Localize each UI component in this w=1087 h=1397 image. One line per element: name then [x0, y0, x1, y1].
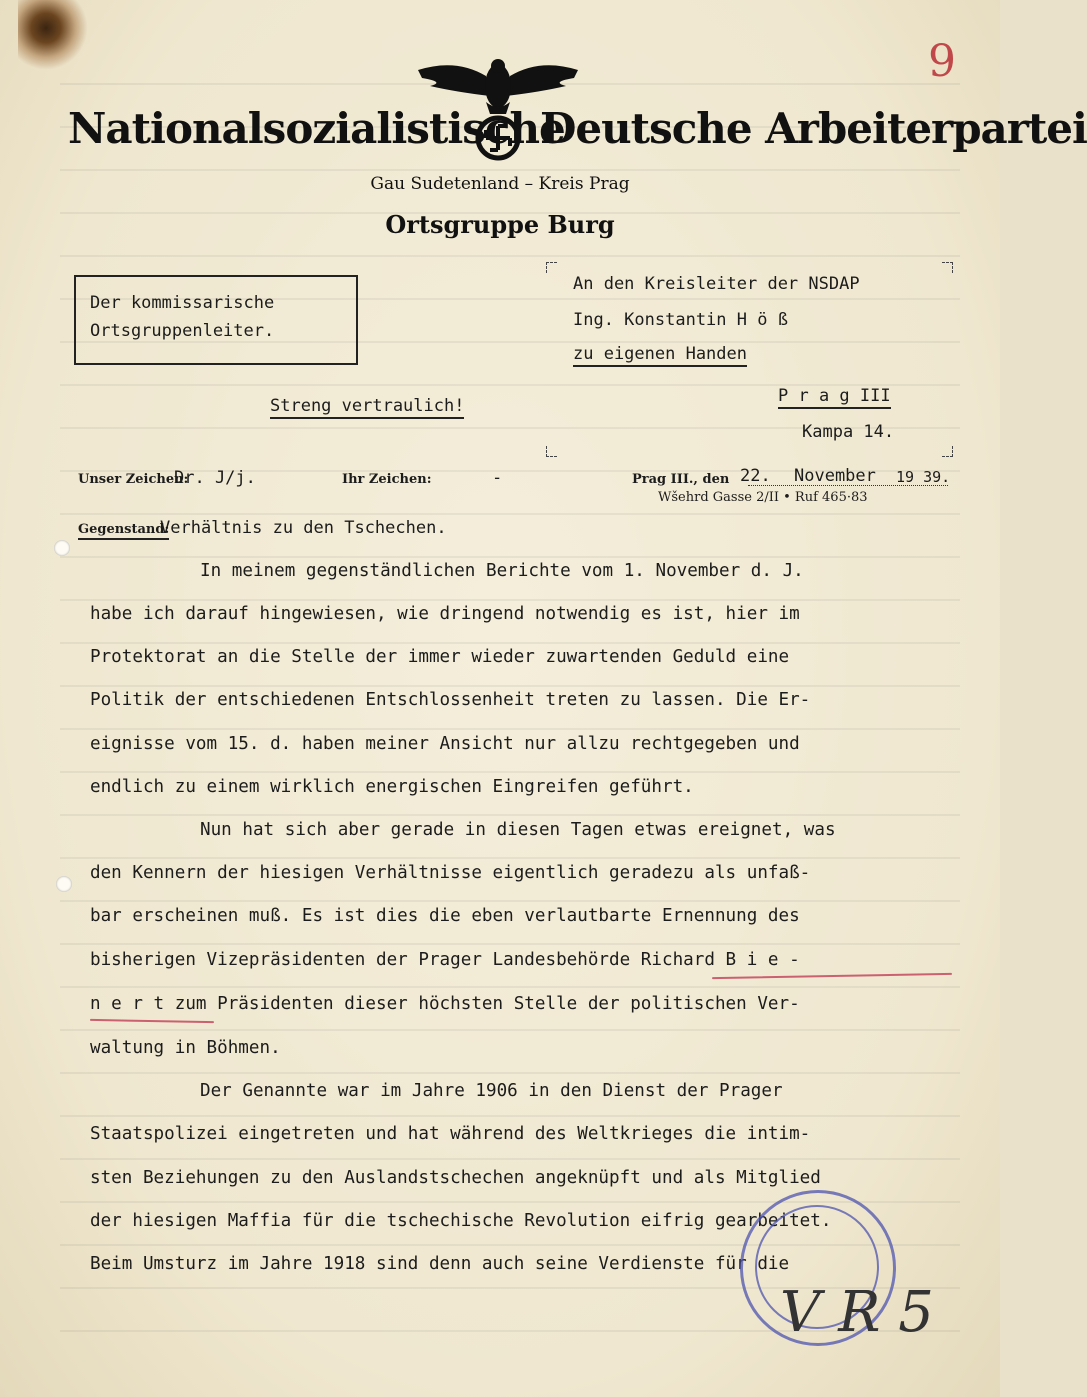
subject-text: Verhältnis zu den Tschechen.: [160, 518, 447, 538]
party-name-right: Deutsche Arbeiterpartei: [540, 104, 1087, 153]
body-line: Der Genannte war im Jahre 1906 in den Dienst der Prager: [200, 1081, 783, 1101]
sender-box: [74, 275, 358, 365]
body-line: n e r t zum Präsidenten dieser höchsten Stelle der politischen Ver-: [90, 994, 800, 1014]
date-month: November: [794, 466, 876, 486]
sender-address: Wšehrd Gasse 2/II • Ruf 465·83: [658, 490, 868, 505]
punch-hole-bottom: [56, 876, 72, 892]
body-line: eignisse vom 15. d. haben meiner Ansicht nur allzu rechtgegeben und: [90, 734, 800, 754]
sender-line-2: Ortsgruppenleiter.: [90, 321, 275, 341]
body-line: der hiesigen Maffia für die tschechische Revolution eifrig gearbeitet.: [90, 1211, 832, 1231]
body-line: Nun hat sich aber gerade in diesen Tagen etwas ereignet, was: [200, 820, 836, 840]
party-name-left: Nationalsozialistische: [68, 104, 565, 153]
window-corner-tr: [942, 262, 953, 273]
our-ref-value: Dr. J/j.: [174, 468, 256, 488]
local-group-name: Ortsgruppe Burg: [385, 210, 615, 239]
window-corner-br: [942, 446, 953, 457]
district-name: Gau Sudetenland – Kreis Prag: [370, 174, 630, 194]
place-prefix: Prag III., den: [632, 472, 730, 487]
recipient-line-1: An den Kreisleiter der NSDAP: [573, 274, 860, 294]
your-ref-value: -: [492, 468, 503, 488]
classification: Streng vertraulich!: [270, 396, 464, 419]
window-corner-bl: [546, 446, 557, 457]
body-line: waltung in Böhmen.: [90, 1038, 281, 1058]
body-line: endlich zu einem wirklich energischen Eingreifen geführt.: [90, 777, 694, 797]
body-line: bar erscheinen muß. Es ist dies die eben verlautbarte Ernennung des: [90, 906, 800, 926]
body-line: Protektorat an die Stelle der immer wieder zuwartenden Geduld eine: [90, 647, 790, 667]
date-year: 19 39.: [896, 468, 951, 486]
our-ref-label: Unser Zeichen:: [78, 472, 189, 487]
body-line: Politik der entschiedenen Entschlossenheit treten zu lassen. Die Er-: [90, 690, 811, 710]
body-line: In meinem gegenständlichen Berichte vom 1. November d. J.: [200, 561, 804, 581]
recipient-city: P r a g III: [778, 386, 891, 409]
body-line: bisherigen Vizepräsidenten der Prager Landesbehörde Richard B i e -: [90, 950, 800, 970]
body-line: den Kennern der hiesigen Verhältnisse eigentlich geradezu als unfaß-: [90, 863, 811, 883]
sender-line-1: Der kommissarische: [90, 293, 275, 313]
date-day: 22.: [740, 466, 771, 486]
punch-hole-top: [54, 540, 70, 556]
subject-label: Gegenstand:: [78, 522, 169, 540]
window-corner-tl: [546, 262, 557, 273]
your-ref-label: Ihr Zeichen:: [342, 472, 432, 487]
recipient-line-3: zu eigenen Handen: [573, 344, 747, 367]
body-line: habe ich darauf hingewiesen, wie dringend notwendig es ist, hier im: [90, 604, 800, 624]
burn-mark: [18, 0, 88, 70]
body-line: sten Beziehungen zu den Auslandstschechen angeknüpft und als Mitglied: [90, 1168, 821, 1188]
bleed-through-text: [60, 60, 960, 1360]
date-dotted-line: [748, 485, 948, 486]
page-number: 9: [928, 36, 956, 87]
body-line: Beim Umsturz im Jahre 1918 sind denn auch seine Verdienste für die: [90, 1254, 790, 1274]
recipient-street: Kampa 14.: [802, 422, 895, 442]
recipient-line-2: Ing. Konstantin H ö ß: [573, 310, 788, 330]
body-line: Staatspolizei eingetreten und hat während des Weltkrieges die intim-: [90, 1124, 811, 1144]
pencil-note: V R 5: [780, 1280, 934, 1345]
